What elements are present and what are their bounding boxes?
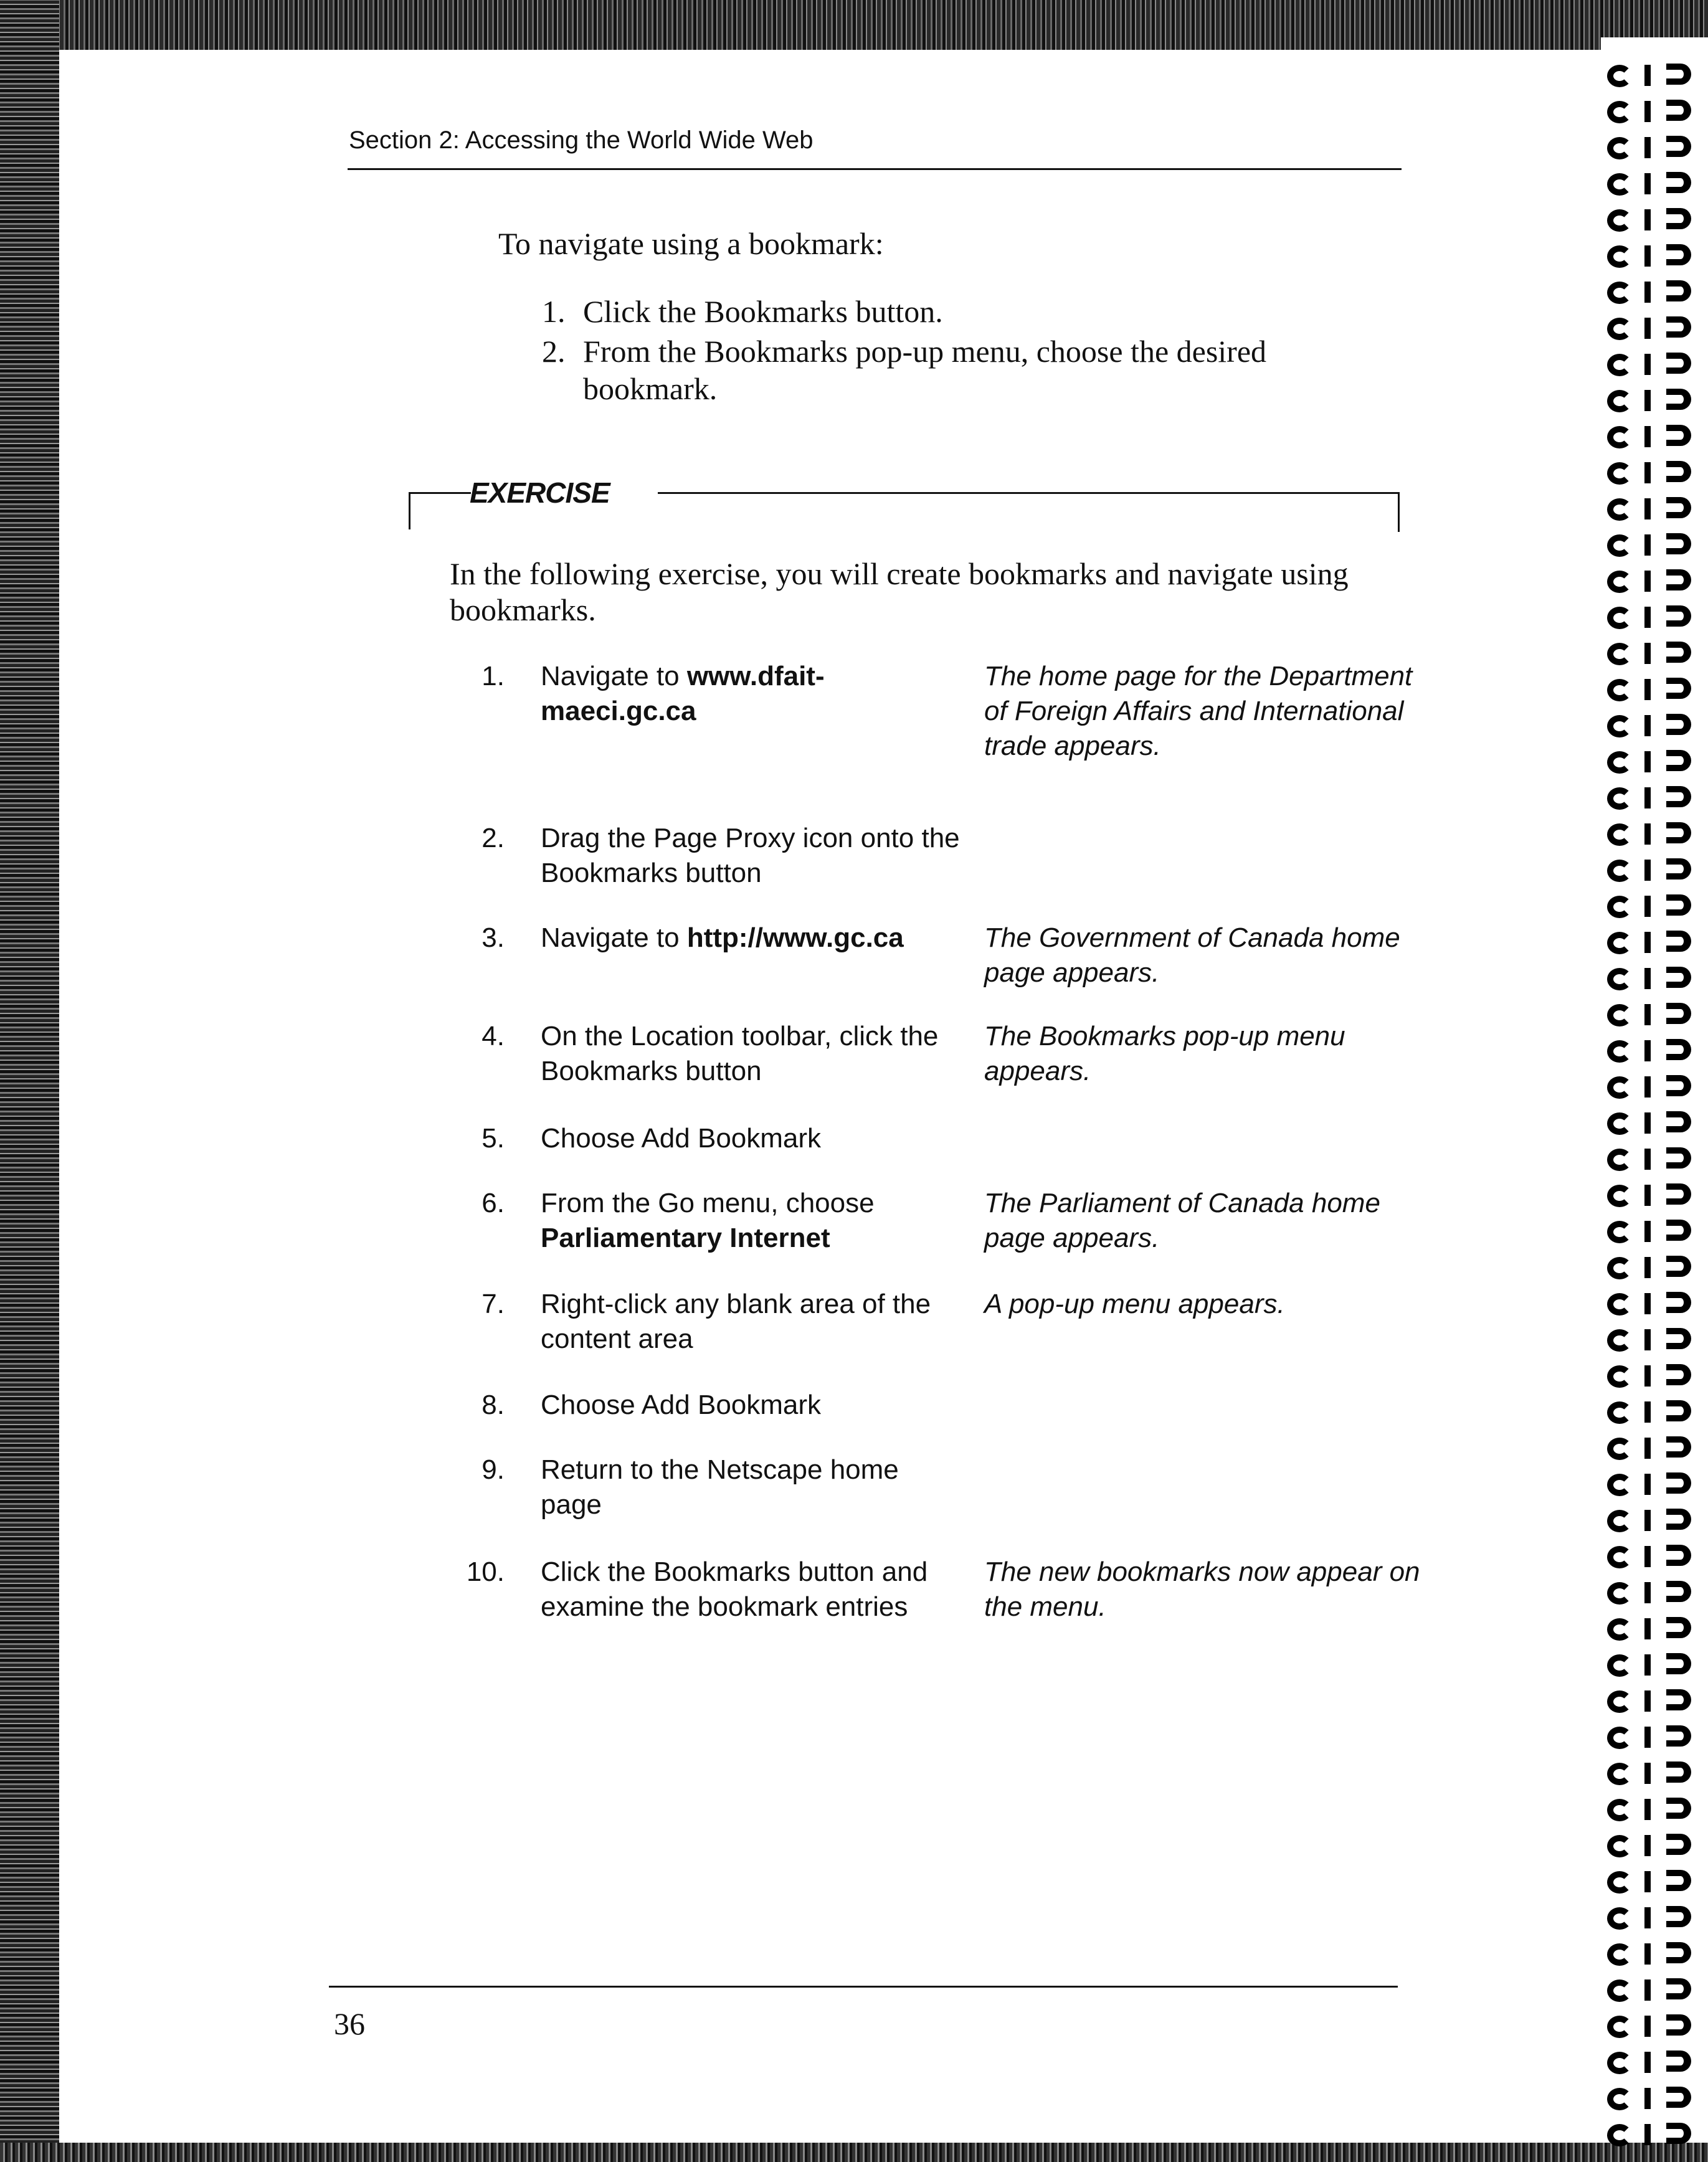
spiral-coil — [1607, 1977, 1701, 2004]
spiral-coil — [1607, 1218, 1701, 1246]
coil-loop — [1607, 823, 1632, 846]
coil-loop — [1607, 787, 1632, 810]
coil-loop — [1607, 1979, 1632, 2002]
coil-loop — [1607, 1690, 1632, 1713]
coil-hook — [1666, 1436, 1691, 1458]
action-text: From the Go menu, choose — [541, 1188, 875, 1218]
spiral-coil — [1607, 821, 1701, 848]
coil-bar — [1644, 390, 1651, 411]
scan-border-top — [0, 0, 1708, 50]
coil-hook — [1666, 280, 1691, 301]
exercise-heading: EXERCISE — [470, 476, 610, 509]
coil-bar — [1644, 282, 1651, 303]
coil-loop — [1607, 1221, 1632, 1243]
coil-loop — [1607, 751, 1632, 774]
exercise-row-result: The Government of Canada home page appears. — [984, 922, 1400, 988]
coil-loop — [1607, 932, 1632, 954]
spiral-coil — [1607, 496, 1701, 523]
coil-bar — [1644, 1257, 1651, 1278]
coil-bar — [1644, 498, 1651, 519]
exercise-row-number: 10. — [466, 1557, 505, 1587]
coil-hook — [1666, 569, 1691, 590]
coil-loop — [1607, 1257, 1632, 1279]
action-bold-text: http://www.gc.ca — [686, 922, 904, 953]
coil-bar — [1644, 1582, 1651, 1603]
coil-hook — [1666, 1364, 1691, 1385]
coil-hook — [1666, 316, 1691, 338]
spiral-coil — [1607, 1471, 1701, 1499]
coil-bar — [1644, 1835, 1651, 1856]
coil-bar — [1644, 2088, 1651, 2109]
spiral-coil — [1607, 1507, 1701, 1535]
spiral-coil — [1607, 1580, 1701, 1607]
coil-bar — [1644, 751, 1651, 772]
coil-loop — [1607, 968, 1632, 990]
action-bold-text: Parliamentary Internet — [541, 1223, 830, 1253]
coil-loop — [1607, 607, 1632, 629]
spiral-coil — [1607, 1832, 1701, 1860]
exercise-box-border — [409, 492, 410, 529]
coil-loop — [1607, 282, 1632, 304]
coil-bar — [1644, 1040, 1651, 1061]
coil-hook — [1666, 1183, 1691, 1205]
coil-bar — [1644, 1546, 1651, 1567]
exercise-row-action — [541, 1453, 964, 1522]
coil-loop — [1607, 426, 1632, 448]
coil-bar — [1644, 607, 1651, 628]
coil-bar — [1644, 823, 1651, 845]
scan-border-bottom — [0, 2143, 1708, 2162]
spiral-coil — [1607, 207, 1701, 234]
coil-bar — [1644, 643, 1651, 664]
spiral-coil — [1607, 1110, 1701, 1137]
coil-hook — [1666, 1761, 1691, 1783]
coil-hook — [1666, 1111, 1691, 1132]
coil-hook — [1666, 1147, 1691, 1169]
coil-bar — [1644, 787, 1651, 808]
spiral-coil — [1607, 1327, 1701, 1354]
spiral-coil — [1607, 387, 1701, 415]
intro-step-number: 2. — [542, 334, 566, 369]
coil-hook — [1666, 1689, 1691, 1710]
coil-hook — [1666, 678, 1691, 699]
coil-hook — [1666, 1075, 1691, 1096]
coil-hook — [1666, 1328, 1691, 1349]
exercise-box-border — [658, 492, 1399, 494]
coil-hook — [1666, 64, 1691, 85]
spiral-coil — [1607, 1905, 1701, 1932]
coil-loop — [1607, 1004, 1632, 1026]
spiral-coil — [1607, 929, 1701, 957]
coil-bar — [1644, 1004, 1651, 1025]
coil-loop — [1607, 1799, 1632, 1821]
action-text: Choose Add Bookmark — [541, 1390, 822, 1420]
spiral-coil — [1607, 1291, 1701, 1318]
coil-loop — [1607, 1618, 1632, 1641]
spiral-coil — [1607, 98, 1701, 126]
action-text: Navigate to — [541, 661, 687, 691]
coil-loop — [1607, 1654, 1632, 1677]
coil-hook — [1666, 967, 1691, 988]
exercise-row-number: 5. — [482, 1123, 505, 1154]
coil-hook — [1666, 858, 1691, 879]
spiral-coil — [1607, 785, 1701, 812]
spiral-coil — [1607, 2085, 1701, 2113]
action-text: Navigate to — [541, 922, 687, 953]
coil-bar — [1644, 932, 1651, 953]
coil-loop — [1607, 1835, 1632, 1857]
coil-bar — [1644, 2016, 1651, 2037]
coil-hook — [1666, 136, 1691, 157]
coil-loop — [1607, 643, 1632, 665]
exercise-row-number: 7. — [482, 1289, 505, 1319]
exercise-row-action — [541, 1019, 964, 1089]
exercise-row-action — [541, 1186, 964, 1256]
spiral-coil — [1607, 857, 1701, 884]
coil-bar — [1644, 1799, 1651, 1820]
exercise-row-action — [541, 1121, 964, 1156]
spiral-coil — [1607, 1435, 1701, 1463]
coil-bar — [1644, 1149, 1651, 1170]
spiral-coil — [1607, 243, 1701, 270]
coil-loop — [1607, 2124, 1632, 2146]
coil-hook — [1666, 822, 1691, 843]
action-text: Drag the Page Proxy icon onto the Bookmarks button — [541, 823, 960, 888]
coil-hook — [1666, 1256, 1691, 1277]
intro-lead: To navigate using a bookmark: — [498, 226, 884, 261]
coil-loop — [1607, 2088, 1632, 2110]
coil-hook — [1666, 750, 1691, 771]
spiral-coil — [1607, 2122, 1701, 2149]
coil-hook — [1666, 2087, 1691, 2108]
coil-hook — [1666, 244, 1691, 265]
coil-bar — [1644, 209, 1651, 230]
spiral-coil — [1607, 676, 1701, 704]
coil-loop — [1607, 173, 1632, 196]
spiral-coil — [1607, 1074, 1701, 1101]
coil-hook — [1666, 533, 1691, 554]
intro-step-text: From the Bookmarks pop-up menu, choose the desired bookmark. — [583, 334, 1267, 406]
coil-bar — [1644, 101, 1651, 122]
exercise-row-result: The Parliament of Canada home page appears. — [984, 1188, 1380, 1253]
spiral-coil — [1607, 640, 1701, 668]
coil-loop — [1607, 65, 1632, 87]
spiral-coil — [1607, 1254, 1701, 1282]
coil-bar — [1644, 1076, 1651, 1098]
coil-loop — [1607, 715, 1632, 737]
footer-rule — [329, 1986, 1398, 1988]
coil-hook — [1666, 461, 1691, 482]
spiral-coil — [1607, 279, 1701, 306]
coil-bar — [1644, 1365, 1651, 1387]
action-text: Right-click any blank area of the content area — [541, 1289, 931, 1354]
coil-bar — [1644, 1979, 1651, 2001]
section-header: Section 2: Accessing the World Wide Web — [349, 126, 814, 154]
exercise-box-border — [409, 492, 471, 494]
page-number: 36 — [334, 2006, 365, 2041]
coil-loop — [1607, 1040, 1632, 1063]
coil-loop — [1607, 1474, 1632, 1496]
exercise-row-number: 4. — [482, 1021, 505, 1051]
coil-bar — [1644, 679, 1651, 700]
coil-hook — [1666, 1906, 1691, 1927]
coil-loop — [1607, 1510, 1632, 1532]
exercise-row-result: The home page for the Department of Foreign Affairs and International trade appears. — [984, 661, 1413, 761]
spiral-coil — [1607, 460, 1701, 487]
spiral-coil — [1607, 1760, 1701, 1788]
coil-loop — [1607, 2052, 1632, 2074]
spiral-coil — [1607, 1941, 1701, 1968]
coil-bar — [1644, 318, 1651, 339]
intro-step-text: Click the Bookmarks button. — [583, 294, 943, 329]
spiral-binding — [1601, 37, 1708, 2143]
exercise-row-action — [541, 921, 964, 955]
spiral-coil — [1607, 62, 1701, 90]
coil-hook — [1666, 2014, 1691, 2036]
coil-hook — [1666, 1509, 1691, 1530]
spiral-coil — [1607, 1002, 1701, 1029]
coil-bar — [1644, 1185, 1651, 1206]
exercise-row-action — [541, 1555, 964, 1624]
coil-loop — [1607, 354, 1632, 376]
coil-bar — [1644, 1907, 1651, 1928]
exercise-row-number: 2. — [482, 823, 505, 853]
coil-bar — [1644, 137, 1651, 158]
coil-loop — [1607, 390, 1632, 412]
coil-bar — [1644, 860, 1651, 881]
coil-hook — [1666, 353, 1691, 374]
coil-bar — [1644, 1474, 1651, 1495]
coil-loop — [1607, 1401, 1632, 1424]
spiral-coil — [1607, 135, 1701, 162]
spiral-coil — [1607, 1796, 1701, 1824]
coil-hook — [1666, 1292, 1691, 1313]
exercise-row-number: 6. — [482, 1188, 505, 1218]
spiral-coil — [1607, 1869, 1701, 1896]
exercise-row-number: 8. — [482, 1390, 505, 1420]
spiral-coil — [1607, 2049, 1701, 2077]
coil-hook — [1666, 2123, 1691, 2144]
coil-bar — [1644, 715, 1651, 736]
coil-loop — [1607, 137, 1632, 159]
exercise-intro: In the following exercise, you will create bookmarks and navigate using bookmarks. — [450, 556, 1349, 627]
coil-bar — [1644, 354, 1651, 375]
coil-bar — [1644, 2124, 1651, 2145]
coil-bar — [1644, 65, 1651, 86]
coil-hook — [1666, 1942, 1691, 1963]
coil-loop — [1607, 1112, 1632, 1135]
coil-hook — [1666, 1617, 1691, 1638]
exercise-row-number: 1. — [482, 661, 505, 691]
coil-loop — [1607, 1582, 1632, 1605]
coil-hook — [1666, 931, 1691, 952]
spiral-coil — [1607, 713, 1701, 740]
header-rule — [348, 168, 1402, 170]
coil-loop — [1607, 534, 1632, 557]
coil-bar — [1644, 1871, 1651, 1892]
coil-loop — [1607, 1149, 1632, 1171]
coil-hook — [1666, 1472, 1691, 1494]
spiral-coil — [1607, 965, 1701, 993]
exercise-row-number: 3. — [482, 922, 505, 953]
coil-loop — [1607, 1438, 1632, 1460]
scan-border-left — [0, 0, 59, 2162]
coil-bar — [1644, 1690, 1651, 1712]
action-text: Click the Bookmarks button and examine the bookmark entries — [541, 1557, 928, 1622]
coil-hook — [1666, 1400, 1691, 1421]
coil-loop — [1607, 679, 1632, 701]
spiral-coil — [1607, 1399, 1701, 1426]
exercise-row-action — [541, 821, 964, 891]
coil-bar — [1644, 534, 1651, 556]
coil-bar — [1644, 426, 1651, 447]
coil-hook — [1666, 425, 1691, 446]
coil-bar — [1644, 1221, 1651, 1242]
exercise-row-result: The Bookmarks pop-up menu appears. — [984, 1021, 1345, 1086]
coil-bar — [1644, 1654, 1651, 1676]
coil-loop — [1607, 245, 1632, 268]
spiral-coil — [1607, 351, 1701, 379]
coil-loop — [1607, 1943, 1632, 1966]
coil-hook — [1666, 100, 1691, 121]
coil-loop — [1607, 571, 1632, 593]
coil-bar — [1644, 1943, 1651, 1965]
coil-loop — [1607, 1365, 1632, 1388]
coil-hook — [1666, 1003, 1691, 1024]
coil-loop — [1607, 462, 1632, 485]
coil-loop — [1607, 1907, 1632, 1930]
action-bold-text: www.dfait-maeci.gc.ca — [541, 661, 825, 726]
coil-hook — [1666, 1653, 1691, 1674]
spiral-coil — [1607, 1616, 1701, 1643]
coil-hook — [1666, 1725, 1691, 1747]
coil-loop — [1607, 498, 1632, 521]
coil-bar — [1644, 571, 1651, 592]
coil-hook — [1666, 1581, 1691, 1602]
action-text: Choose Add Bookmark — [541, 1123, 822, 1154]
coil-bar — [1644, 1727, 1651, 1748]
coil-bar — [1644, 1763, 1651, 1784]
spiral-coil — [1607, 749, 1701, 776]
intro-step-number: 1. — [542, 294, 566, 329]
coil-loop — [1607, 2016, 1632, 2038]
exercise-row-result: The new bookmarks now appear on the menu. — [984, 1557, 1420, 1622]
exercise-row-action — [541, 1388, 964, 1423]
coil-bar — [1644, 968, 1651, 989]
coil-hook — [1666, 1870, 1691, 1891]
exercise-row-action — [541, 659, 964, 729]
coil-loop — [1607, 1185, 1632, 1207]
coil-hook — [1666, 894, 1691, 916]
coil-bar — [1644, 1293, 1651, 1314]
spiral-coil — [1607, 1652, 1701, 1679]
action-text: On the Location toolbar, click the Bookmarks button — [541, 1021, 939, 1086]
coil-bar — [1644, 1401, 1651, 1423]
coil-loop — [1607, 1871, 1632, 1894]
coil-loop — [1607, 1329, 1632, 1352]
coil-bar — [1644, 1112, 1651, 1134]
coil-hook — [1666, 389, 1691, 410]
coil-loop — [1607, 860, 1632, 882]
coil-loop — [1607, 1546, 1632, 1568]
action-text: Return to the Netscape home page — [541, 1454, 899, 1520]
spiral-coil — [1607, 1543, 1701, 1571]
coil-bar — [1644, 173, 1651, 194]
coil-loop — [1607, 318, 1632, 340]
spiral-coil — [1607, 604, 1701, 632]
coil-loop — [1607, 209, 1632, 232]
coil-bar — [1644, 1510, 1651, 1531]
coil-loop — [1607, 896, 1632, 918]
coil-bar — [1644, 1329, 1651, 1350]
exercise-row-result: A pop-up menu appears. — [984, 1289, 1285, 1319]
coil-hook — [1666, 1220, 1691, 1241]
exercise-box-border — [1398, 492, 1400, 532]
coil-bar — [1644, 462, 1651, 483]
coil-hook — [1666, 1545, 1691, 1566]
coil-hook — [1666, 642, 1691, 663]
coil-bar — [1644, 1618, 1651, 1639]
spiral-coil — [1607, 315, 1701, 343]
spiral-coil — [1607, 2013, 1701, 2041]
coil-bar — [1644, 1438, 1651, 1459]
coil-bar — [1644, 896, 1651, 917]
coil-hook — [1666, 172, 1691, 193]
spiral-coil — [1607, 171, 1701, 198]
coil-loop — [1607, 101, 1632, 123]
coil-loop — [1607, 1293, 1632, 1316]
spiral-coil — [1607, 532, 1701, 559]
coil-loop — [1607, 1763, 1632, 1785]
coil-hook — [1666, 497, 1691, 518]
coil-hook — [1666, 714, 1691, 735]
coil-hook — [1666, 1039, 1691, 1060]
spiral-coil — [1607, 893, 1701, 921]
coil-hook — [1666, 786, 1691, 807]
spiral-coil — [1607, 1182, 1701, 1210]
spiral-coil — [1607, 1724, 1701, 1752]
coil-hook — [1666, 605, 1691, 627]
spiral-coil — [1607, 568, 1701, 595]
coil-bar — [1644, 2052, 1651, 2073]
coil-loop — [1607, 1727, 1632, 1749]
spiral-coil — [1607, 1146, 1701, 1173]
coil-hook — [1666, 2051, 1691, 2072]
exercise-row-number: 9. — [482, 1454, 505, 1485]
spiral-coil — [1607, 424, 1701, 451]
spiral-coil — [1607, 1363, 1701, 1390]
spiral-coil — [1607, 1688, 1701, 1715]
coil-hook — [1666, 1798, 1691, 1819]
exercise-row-action — [541, 1287, 964, 1357]
spiral-coil — [1607, 1038, 1701, 1065]
coil-hook — [1666, 1978, 1691, 1999]
coil-bar — [1644, 245, 1651, 267]
coil-loop — [1607, 1076, 1632, 1099]
coil-hook — [1666, 1834, 1691, 1855]
coil-hook — [1666, 208, 1691, 229]
